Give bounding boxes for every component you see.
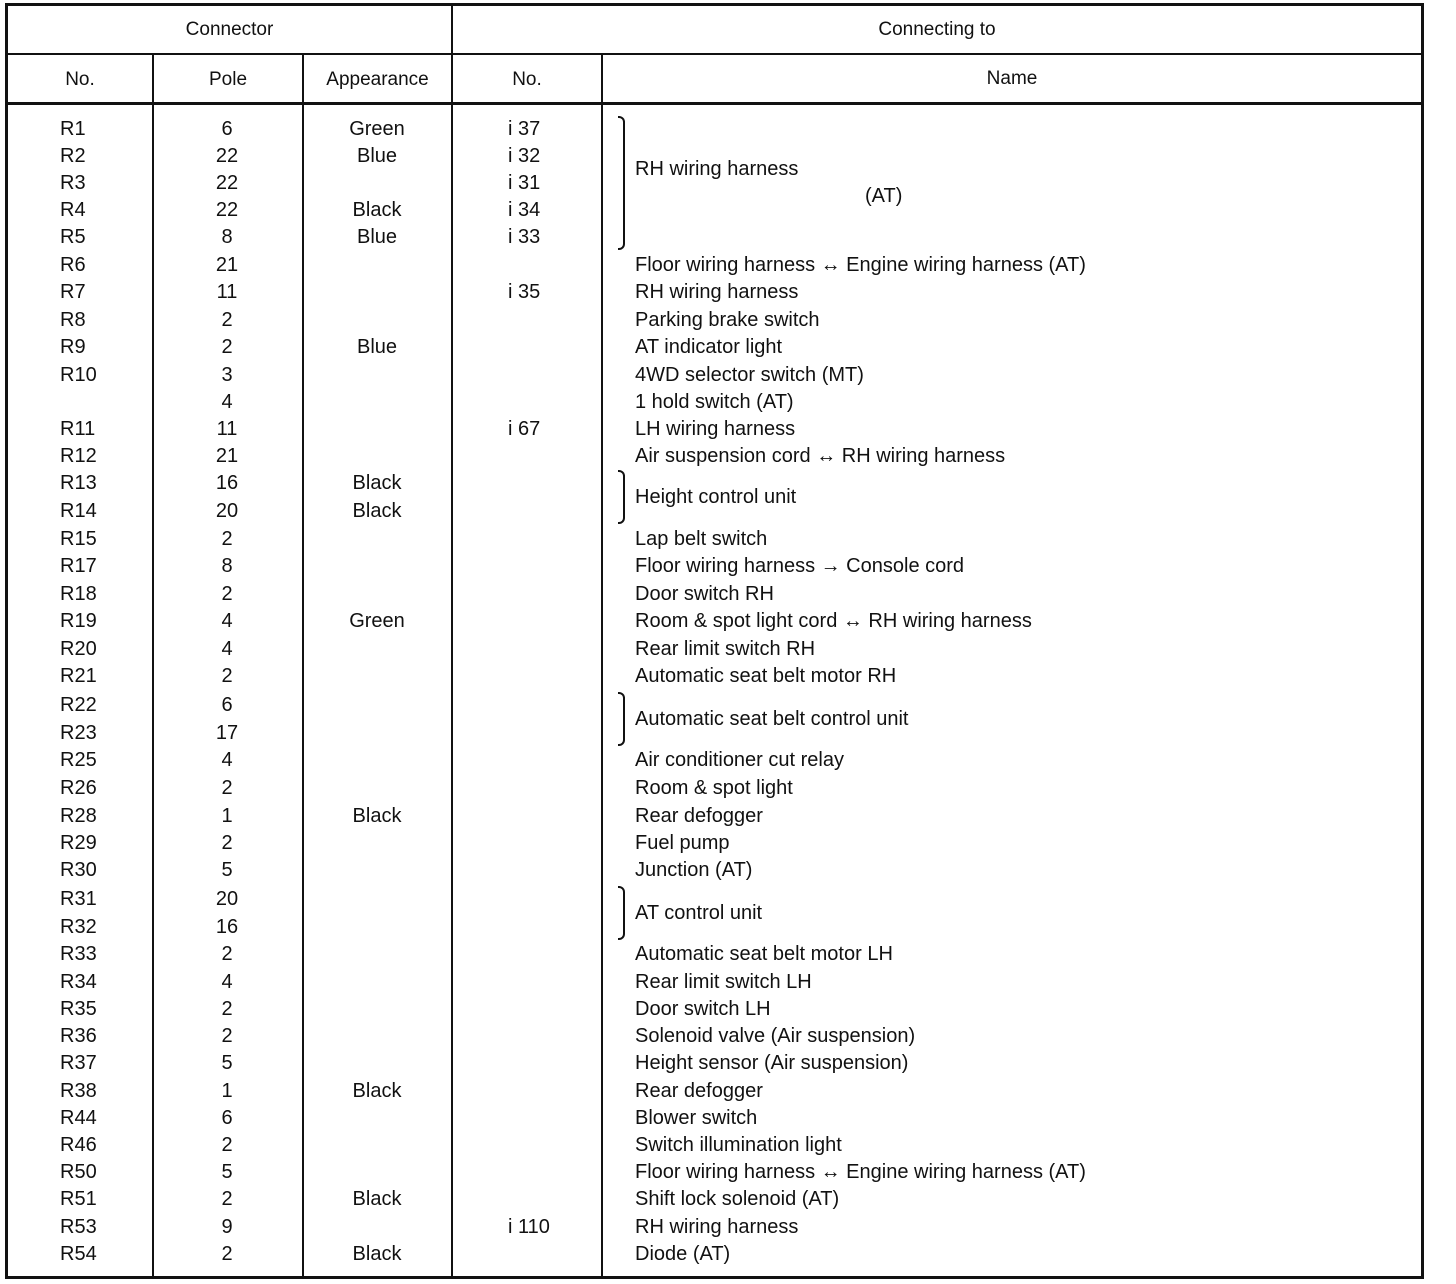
row-name: RH wiring harness <box>635 1216 799 1238</box>
row-name: Floor wiring harness → Console cord <box>635 555 965 577</box>
header-pole: Pole <box>208 69 248 90</box>
row-name: 1 hold switch (AT) <box>635 391 794 413</box>
row-name: Automatic seat belt motor RH <box>635 665 897 687</box>
row-name: Air suspension cord ↔ RH wiring harness <box>635 445 1006 467</box>
row-pole: 2 <box>221 528 233 550</box>
row-pole: 8 <box>221 226 233 248</box>
row-pole: 2 <box>221 1134 233 1156</box>
row-name: Shift lock solenoid (AT) <box>635 1188 840 1210</box>
row-pole: 22 <box>215 172 239 194</box>
row-conn-no: i 35 <box>508 281 541 303</box>
row-conn-no: i 31 <box>508 172 541 194</box>
group-label: RH wiring harness <box>635 158 799 180</box>
row-no: R54 <box>60 1243 97 1265</box>
row-pole: 2 <box>221 665 233 687</box>
row-no: R5 <box>60 226 86 248</box>
row-name: Air conditioner cut relay <box>635 749 844 771</box>
row-name: Door switch LH <box>635 998 771 1020</box>
row-pole: 16 <box>215 472 239 494</box>
row-pole: 5 <box>221 859 233 881</box>
row-appearance: Black <box>352 1243 402 1265</box>
row-conn-no: i 67 <box>508 418 541 440</box>
row-no: R17 <box>60 555 97 577</box>
row-pole: 6 <box>221 694 233 716</box>
row-pole: 2 <box>221 1188 233 1210</box>
row-pole: 11 <box>216 418 238 440</box>
row-appearance: Blue <box>356 336 398 358</box>
row-name: Floor wiring harness ↔ Engine wiring harness (AT) <box>635 1161 1086 1183</box>
row-no: R12 <box>60 445 97 467</box>
row-no: R29 <box>60 832 97 854</box>
row-no: R33 <box>60 943 97 965</box>
header-name: Name <box>986 68 1038 89</box>
row-pole: 2 <box>221 943 233 965</box>
group-brace <box>618 116 625 250</box>
row-name: Switch illumination light <box>635 1134 842 1156</box>
row-no: R50 <box>60 1161 97 1183</box>
row-name: Room & spot light <box>635 777 793 799</box>
row-no: R30 <box>60 859 97 881</box>
group-label: AT control unit <box>635 902 763 924</box>
row-name: LH wiring harness <box>635 418 796 440</box>
row-name: Floor wiring harness ↔ Engine wiring harness (AT) <box>635 254 1086 276</box>
row-no: R32 <box>60 916 97 938</box>
row-no: R10 <box>60 364 97 386</box>
row-pole: 2 <box>221 309 233 331</box>
row-appearance: Black <box>352 805 402 827</box>
header-conn-no: No. <box>512 69 542 90</box>
row-appearance: Black <box>352 500 402 522</box>
row-pole: 2 <box>221 583 233 605</box>
group-label: Height control unit <box>635 486 797 508</box>
row-pole: 22 <box>215 145 239 167</box>
row-pole: 2 <box>221 832 233 854</box>
row-name: 4WD selector switch (MT) <box>635 364 864 386</box>
header-no: No. <box>65 69 95 90</box>
row-no: R34 <box>60 971 97 993</box>
row-pole: 6 <box>221 118 233 140</box>
row-no: R37 <box>60 1052 97 1074</box>
row-appearance: Black <box>352 199 402 221</box>
row-name: Height sensor (Air suspension) <box>635 1052 909 1074</box>
row-no: R6 <box>60 254 86 276</box>
row-name: Room & spot light cord ↔ RH wiring harness <box>635 610 1032 632</box>
row-no: R2 <box>60 145 86 167</box>
row-no: R21 <box>60 665 97 687</box>
row-pole: 1 <box>221 805 233 827</box>
row-pole: 17 <box>215 722 239 744</box>
row-no: R35 <box>60 998 97 1020</box>
row-name: Door switch RH <box>635 583 774 605</box>
row-no: R18 <box>60 583 97 605</box>
col-rule-3 <box>451 6 453 1279</box>
row-no: R22 <box>60 694 97 716</box>
row-pole: 4 <box>221 391 233 413</box>
row-pole: 16 <box>215 916 239 938</box>
row-name: Parking brake switch <box>635 309 820 331</box>
row-no: R25 <box>60 749 97 771</box>
row-no: R9 <box>60 336 86 358</box>
row-no: R19 <box>60 610 97 632</box>
row-pole: 22 <box>215 199 239 221</box>
row-no: R53 <box>60 1216 97 1238</box>
row-pole: 4 <box>221 638 233 660</box>
row-no: R1 <box>60 118 86 140</box>
row-name: Rear defogger <box>635 805 763 827</box>
header-rule-1 <box>8 53 1421 55</box>
row-pole: 2 <box>221 1243 233 1265</box>
row-no: R8 <box>60 309 86 331</box>
row-pole: 3 <box>221 364 233 386</box>
group-brace <box>618 692 625 746</box>
row-pole: 6 <box>221 1107 233 1129</box>
row-name: Diode (AT) <box>635 1243 731 1265</box>
row-pole: 20 <box>215 888 239 910</box>
row-pole: 21 <box>215 254 239 276</box>
row-pole: 11 <box>216 281 238 303</box>
group-sub-label: (AT) <box>865 185 903 207</box>
header-appearance: Appearance <box>326 69 429 90</box>
row-no: R20 <box>60 638 97 660</box>
row-name: Rear limit switch RH <box>635 638 816 660</box>
row-no: R3 <box>60 172 86 194</box>
row-name: Rear limit switch LH <box>635 971 812 993</box>
row-no: R31 <box>60 888 97 910</box>
row-pole: 8 <box>221 555 233 577</box>
row-conn-no: i 33 <box>508 226 541 248</box>
row-no: R26 <box>60 777 97 799</box>
row-name: Lap belt switch <box>635 528 768 550</box>
row-no: R14 <box>60 500 97 522</box>
row-no: R36 <box>60 1025 97 1047</box>
header-connector: Connector <box>185 19 274 40</box>
row-no: R13 <box>60 472 97 494</box>
row-conn-no: i 34 <box>508 199 541 221</box>
row-conn-no: i 37 <box>508 118 541 140</box>
row-appearance: Black <box>352 1188 402 1210</box>
row-name: Automatic seat belt motor LH <box>635 943 893 965</box>
col-rule-4 <box>601 53 603 1279</box>
row-name: Solenoid valve (Air suspension) <box>635 1025 916 1047</box>
row-pole: 4 <box>221 610 233 632</box>
row-appearance: Blue <box>356 226 398 248</box>
header-connecting-to: Connecting to <box>878 19 996 40</box>
row-name: RH wiring harness <box>635 281 799 303</box>
row-pole: 20 <box>215 500 239 522</box>
row-appearance: Green <box>349 118 405 140</box>
group-brace <box>618 886 625 940</box>
row-conn-no: i 110 <box>508 1216 550 1238</box>
row-pole: 5 <box>221 1161 233 1183</box>
row-pole: 2 <box>221 1025 233 1047</box>
row-no: R23 <box>60 722 97 744</box>
row-no: R15 <box>60 528 97 550</box>
row-no: R46 <box>60 1134 97 1156</box>
group-label: Automatic seat belt control unit <box>635 708 909 730</box>
row-pole: 4 <box>221 749 233 771</box>
row-name: Rear defogger <box>635 1080 763 1102</box>
row-name: Junction (AT) <box>635 859 753 881</box>
row-name: Blower switch <box>635 1107 758 1129</box>
row-pole: 4 <box>221 971 233 993</box>
row-pole: 5 <box>221 1052 233 1074</box>
row-no: R11 <box>60 418 96 440</box>
row-no: R7 <box>60 281 86 303</box>
group-brace <box>618 470 625 524</box>
row-pole: 2 <box>221 336 233 358</box>
row-appearance: Black <box>352 1080 402 1102</box>
row-conn-no: i 32 <box>508 145 541 167</box>
row-no: R38 <box>60 1080 97 1102</box>
row-pole: 2 <box>221 777 233 799</box>
connector-table <box>5 3 1424 1279</box>
row-pole: 9 <box>221 1216 233 1238</box>
header-rule-2 <box>8 102 1421 105</box>
row-no: R51 <box>60 1188 97 1210</box>
row-appearance: Green <box>349 610 405 632</box>
row-name: Fuel pump <box>635 832 730 854</box>
row-appearance: Black <box>352 472 402 494</box>
row-pole: 1 <box>221 1080 233 1102</box>
row-name: AT indicator light <box>635 336 783 358</box>
row-pole: 2 <box>221 998 233 1020</box>
row-appearance: Blue <box>356 145 398 167</box>
row-no: R44 <box>60 1107 97 1129</box>
row-no: R4 <box>60 199 86 221</box>
row-no: R28 <box>60 805 97 827</box>
row-pole: 21 <box>215 445 239 467</box>
